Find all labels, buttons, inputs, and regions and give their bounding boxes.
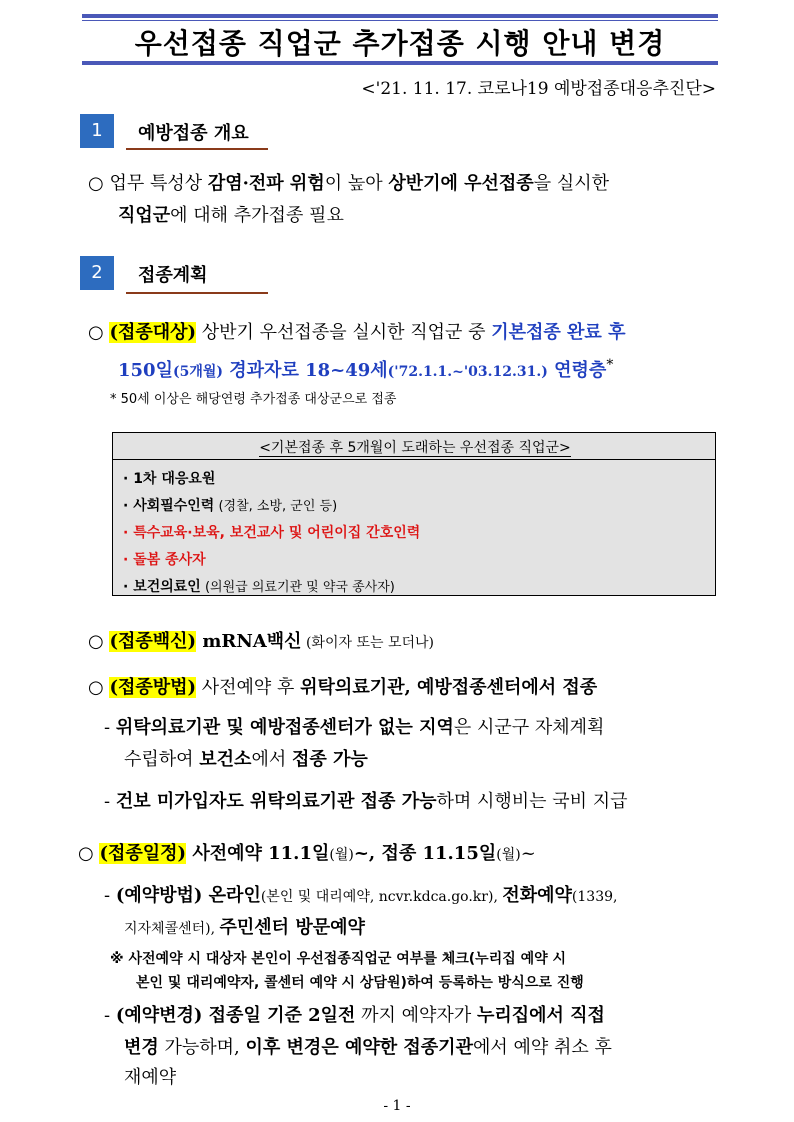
text: ~ bbox=[520, 843, 536, 864]
label-highlight: (접종방법) bbox=[109, 677, 197, 698]
schedule-sub-1b bbox=[124, 912, 365, 945]
title-bottom-rule bbox=[82, 61, 718, 65]
section-underline-1 bbox=[126, 148, 268, 150]
text-bold: ~, 접종 11.15일 bbox=[353, 843, 497, 864]
text-small: (본인 및 대리예약, ncvr.kdca.go.kr), bbox=[260, 889, 503, 905]
text: 에서 예약 취소 후 bbox=[472, 1037, 612, 1058]
overview-line-2 bbox=[118, 200, 344, 232]
text-bold: 변경 bbox=[124, 1037, 159, 1058]
dash: - bbox=[104, 717, 116, 738]
box-item bbox=[123, 549, 206, 569]
date-line: <'21. 11. 17. 코로나19 예방접종대응추진단> bbox=[361, 79, 716, 99]
text: 에서 bbox=[251, 749, 292, 770]
overview-line-1 bbox=[88, 168, 609, 200]
text-small: (1339, bbox=[571, 889, 618, 905]
text-bold: mRNA백신 bbox=[196, 631, 302, 652]
page-title: 우선접종 직업군 추가접종 시행 안내 변경 bbox=[134, 27, 666, 60]
section-title-2: 접종계획 bbox=[138, 265, 208, 286]
text-bold: 직업군 bbox=[118, 205, 171, 226]
method-sub-1 bbox=[104, 712, 604, 744]
text-small: (화이자 또는 모더나) bbox=[301, 635, 434, 651]
section-number-2: 2 bbox=[80, 256, 114, 290]
schedule-note-1: ※ 사전예약 시 대상자 본인이 우선접종직업군 여부를 체크(누리집 예약 시 bbox=[110, 951, 567, 967]
text: 하며 시행비는 국비 지급 bbox=[436, 791, 628, 812]
schedule-sub-2b bbox=[124, 1032, 612, 1064]
text: 상반기 우선접종을 실시한 직업군 중 bbox=[196, 322, 492, 343]
text-small: (월) bbox=[496, 847, 521, 863]
box-item-main: · 1차 대응요원 bbox=[123, 471, 216, 487]
title-top-rule bbox=[82, 14, 718, 18]
box-item bbox=[123, 522, 420, 542]
text-blue-small: ('72.1.1.~'03.12.31.) bbox=[387, 364, 548, 380]
box-title bbox=[113, 437, 717, 457]
box-item-main: · 보건의료인 bbox=[123, 579, 201, 595]
box-item bbox=[123, 495, 337, 515]
box-item-sub: (경찰, 소방, 군인 등) bbox=[214, 499, 338, 514]
text-blue: 연령층 bbox=[547, 360, 607, 381]
text-bold: 접종 가능 bbox=[291, 749, 368, 770]
text-bold: 주민센터 방문예약 bbox=[219, 917, 365, 938]
box-item-main: · 돌봄 종사자 bbox=[123, 552, 206, 568]
text-bold: 사전예약 11.1일 bbox=[186, 843, 330, 864]
schedule-sub-2 bbox=[104, 1000, 605, 1032]
text-bold: 상반기에 우선접종 bbox=[388, 173, 534, 194]
occupation-box bbox=[112, 432, 716, 596]
text-bold: 위탁의료기관, 예방접종센터에서 접종 bbox=[300, 677, 598, 698]
text-bold: 보건소 bbox=[199, 749, 252, 770]
title-banner bbox=[82, 14, 718, 64]
text-blue: 기본접종 완료 후 bbox=[491, 322, 626, 343]
box-item-main: · 사회필수인력 bbox=[123, 498, 215, 514]
dash: - bbox=[104, 1005, 116, 1026]
text-blue-small: (5개월) bbox=[172, 364, 224, 380]
box-title-text: <기본접종 후 5개월이 도래하는 우선접종 직업군> bbox=[259, 440, 571, 456]
text-bold: (예약변경) 접종일 기준 2일전 bbox=[115, 1005, 356, 1026]
box-item bbox=[123, 576, 395, 596]
method-sub-1b bbox=[124, 744, 368, 776]
text-bold: 감염·전파 위험 bbox=[207, 173, 325, 194]
section-underline-2 bbox=[126, 292, 268, 294]
text-bold: 누리집에서 직접 bbox=[476, 1005, 605, 1026]
method-line bbox=[88, 672, 597, 704]
bullet: ○ bbox=[88, 677, 104, 698]
text-small: 지자체콜센터), bbox=[124, 921, 220, 937]
section-number-1: 1 bbox=[80, 114, 114, 148]
footnote-mark: * bbox=[606, 357, 614, 373]
text: 을 실시한 bbox=[533, 173, 609, 194]
text-bold: 전화예약 bbox=[502, 885, 572, 906]
bullet: ○ bbox=[88, 322, 104, 343]
text-blue: 경과자로 18~49세 bbox=[223, 360, 388, 381]
text: 까지 예약자가 bbox=[355, 1005, 477, 1026]
box-item-main: · 특수교육·보육, 보건교사 및 어린이집 간호인력 bbox=[123, 525, 421, 541]
dash: - bbox=[104, 791, 116, 812]
schedule-sub-2c: 재예약 bbox=[124, 1067, 177, 1088]
target-line-1 bbox=[88, 317, 625, 349]
bullet: ○ bbox=[88, 631, 104, 652]
bullet: ○ bbox=[78, 843, 94, 864]
box-item bbox=[123, 468, 215, 488]
text: 에 대해 추가접종 필요 bbox=[170, 205, 344, 226]
method-sub-2 bbox=[104, 786, 628, 818]
text-bold: (예약방법) 온라인 bbox=[115, 885, 261, 906]
text: 수립하여 bbox=[124, 749, 200, 770]
target-line-2 bbox=[118, 349, 613, 388]
vaccine-line bbox=[88, 626, 434, 659]
text: 이 높아 bbox=[324, 173, 389, 194]
section-title-1: 예방접종 개요 bbox=[138, 123, 249, 144]
schedule-line bbox=[78, 838, 536, 871]
label-highlight: (접종백신) bbox=[109, 631, 197, 652]
dash: - bbox=[104, 885, 116, 906]
box-divider bbox=[113, 459, 715, 460]
text-blue: 150일 bbox=[118, 360, 173, 381]
page-number: - 1 - bbox=[383, 1098, 411, 1114]
bullet: ○ bbox=[88, 173, 104, 194]
schedule-note-2: 본인 및 대리예약자, 콜센터 예약 시 상담원)하여 등록하는 방식으로 진행 bbox=[136, 975, 584, 991]
text: 은 시군구 자체계획 bbox=[453, 717, 605, 738]
box-item-sub: (의원급 의료기관 및 약국 종사자) bbox=[200, 580, 395, 595]
label-highlight: (접종일정) bbox=[99, 843, 187, 864]
text-bold: 건보 미가입자도 위탁의료기관 접종 가능 bbox=[115, 791, 437, 812]
text-small: (월) bbox=[329, 847, 354, 863]
text: 업무 특성상 bbox=[109, 173, 208, 194]
text-bold: 위탁의료기관 및 예방접종센터가 없는 지역 bbox=[115, 717, 454, 738]
title-top-rule-thin bbox=[82, 20, 718, 21]
target-note: * 50세 이상은 해당연령 추가접종 대상군으로 접종 bbox=[110, 392, 397, 407]
text-bold: 이후 변경은 예약한 접종기관 bbox=[245, 1037, 473, 1058]
text: 가능하며, bbox=[158, 1037, 246, 1058]
label-highlight: (접종대상) bbox=[109, 322, 197, 343]
text: 사전예약 후 bbox=[196, 677, 301, 698]
schedule-sub-1 bbox=[104, 880, 617, 913]
